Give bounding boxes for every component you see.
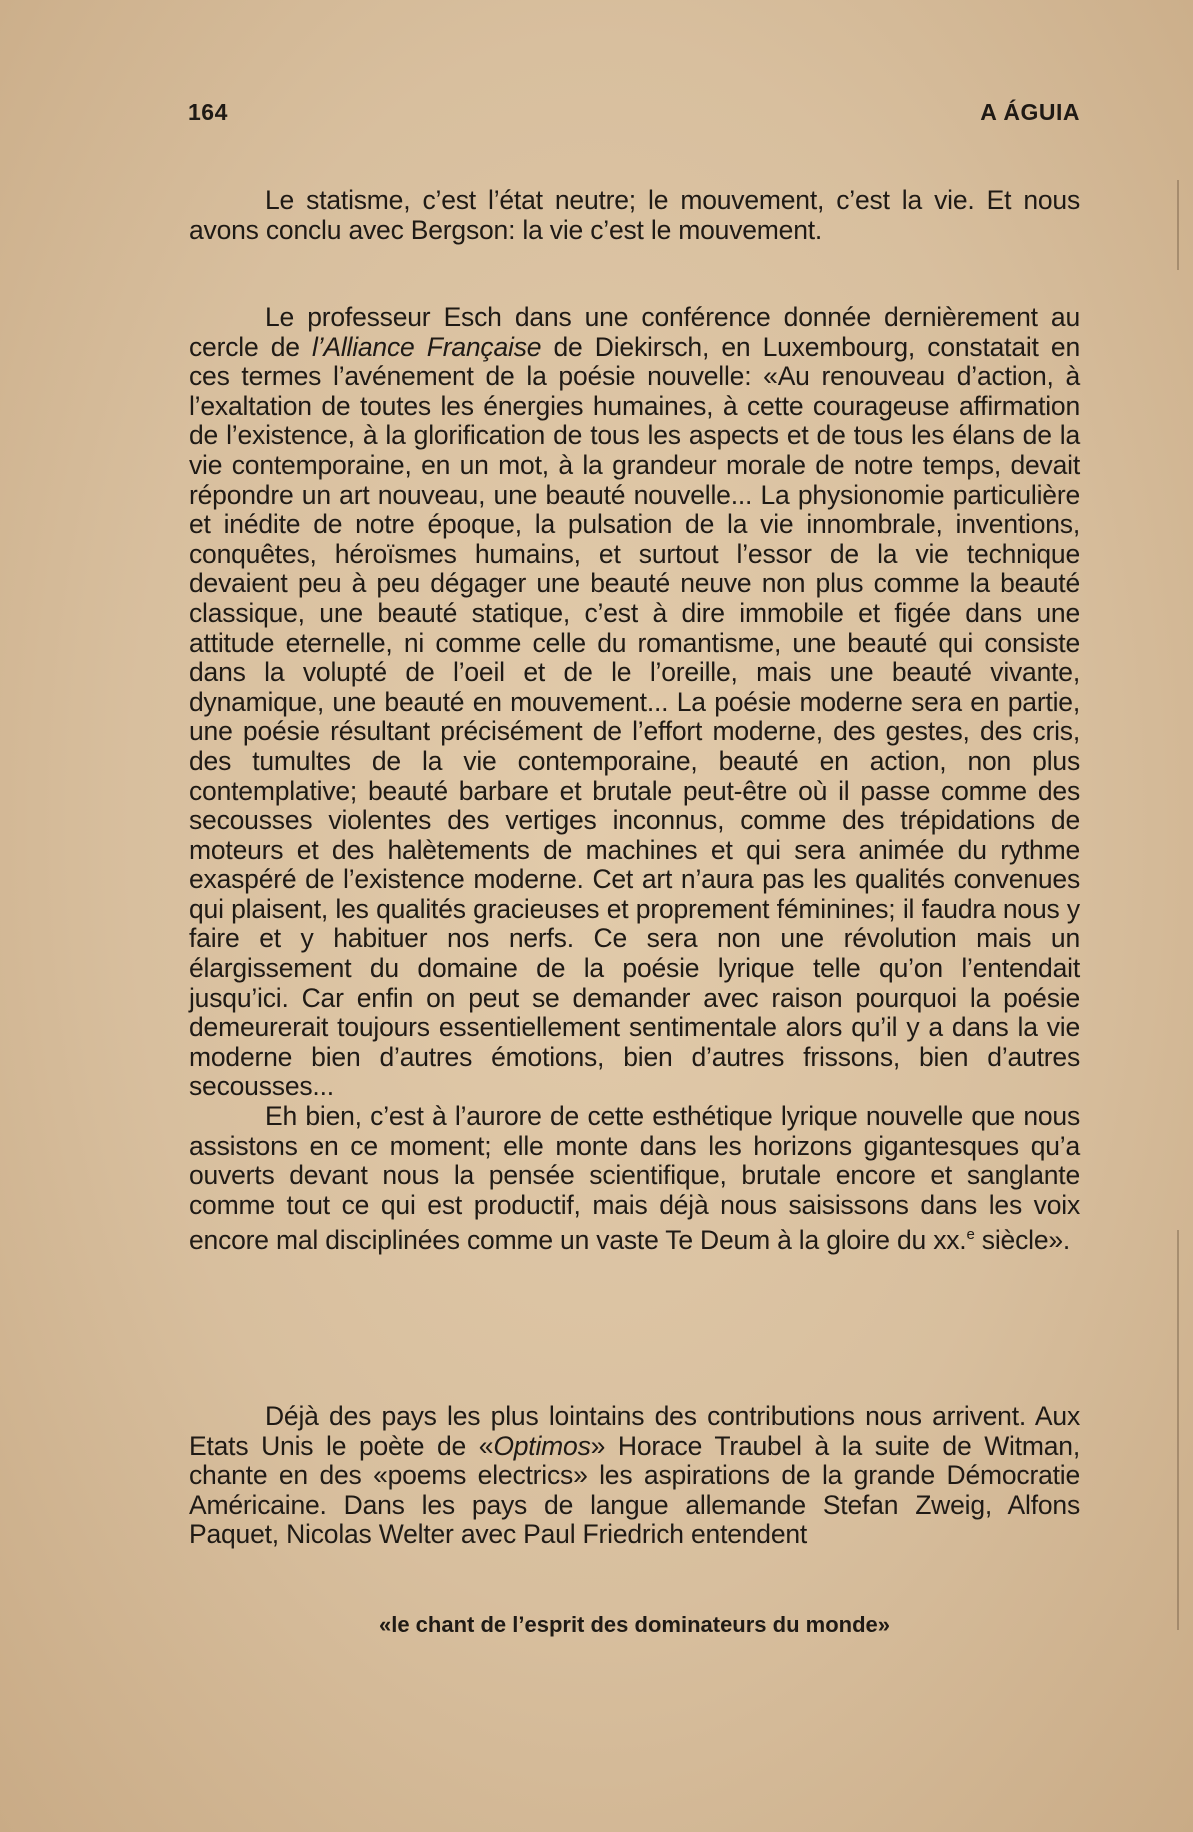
- alliance-francaise-title: l’Alliance Française: [311, 331, 542, 362]
- body-text-block-3: [189, 1402, 1080, 1550]
- page-edge-shadow: [1177, 1230, 1193, 1630]
- paragraph-esch-intro: Le professeur Esch dans une conférence donnée dernièrement au cercle de: [189, 302, 1080, 362]
- optimos-title: Optimos: [493, 1430, 591, 1461]
- paragraph-contributions-end: » Horace Traubel à la suite de Witman, chante en des «poems electrics» les aspirations de la grande Démocratie Américaine. Dans les pays de langue allemande Stefan Zweig, Alfons Paquet, Nicolas Welter avec Paul Friedrich entendent: [189, 1430, 1080, 1550]
- superscript-e: e: [966, 1226, 975, 1244]
- running-title: A ÁGUIA: [980, 99, 1080, 125]
- body-text-block-2: [189, 303, 1080, 1256]
- paragraph-eh-bien: [189, 1102, 1080, 1256]
- closing-line: «le chant de l’esprit des dominateurs du monde»: [378, 1612, 890, 1637]
- page-number: 164: [188, 99, 228, 125]
- paragraph-statisme: Le statisme, c’est l’état neutre; le mouvement, c’est la vie. Et nous avons conclu avec Bergson: la vie c’est le mouvement.: [189, 185, 1080, 245]
- paragraph-esch-body: de Diekirsch, en Luxembourg, constatait en ces termes l’avénement de la poésie nouvelle: «Au renouveau d’action, à l’exaltation de toutes les énergies humaines, à cette courageuse affirmation de l’existence, à la glorification de tous les aspects et de tous les élans de la vie contemporaine, en un mot, à la grandeur morale de notre temps, devait répondre un art nouveau, une beauté nouvelle... La physionomie particulière et inédite de notre époque, la pulsation de la vie innombrale, inventions, conquêtes, héroïsmes humains, et surtout l’essor de la vie technique devaient peu à peu dégager une beauté neuve non plus comme la beauté classique, une beauté statique, c’est à dire immobile et figée dans une attitude eternelle, ni comme celle du romantisme, une beauté qui consiste dans la volupté de l’oeil et de le l’oreille, mais une beauté vivante, dynamique, une beauté en mouvement... La poésie moderne sera en partie, une poésie résultant précisément de l’effort moderne, des gestes, des cris, des tumultes de la vie contemporaine, beauté en action, non plus contemplative; beauté barbare et brutale peut-être où il passe comme des secousses violentes des vertiges inconnus, comme des trépidations de moteurs et des halètements de machines et qui sera animée du rythme exaspéré de l’existence moderne. Cet art n’aura pas les qualités convenues qui plaisent, les qualités gracieuses et proprement féminines; il faudra nous y faire et y habituer nos nerfs. Ce sera non une révolution mais un élargissement du domaine de la poésie lyrique telle qu’on l’entendait jusqu’ici. Car enfin on peut se demander avec raison pourquoi la poésie demeurerait toujours essentiellement sentimentale alors qu’il y a dans la vie moderne bien d’autres émotions, bien d’autres frissons, bien d’autres secousses...: [189, 331, 1080, 1102]
- paragraph-contributions: [189, 1402, 1080, 1550]
- paragraph-contributions-start: Déjà des pays les plus lointains des contributions nous arrivent. Aux Etats Unis le poète de «: [189, 1401, 1080, 1461]
- paragraph-eh-bien-text: Eh bien, c’est à l’aurore de cette esthétique lyrique nouvelle que nous assistons en ce moment; elle monte dans les horizons gigantesques qu’a ouverts devant nous la pensée scientifique, brutale encore et sanglante comme tout ce qui est productif, mais déjà nous saisissons dans les voix encore mal disciplinées comme un vaste Te Deum à la gloire du xx.: [189, 1101, 1080, 1256]
- paragraph-esch-quote: [189, 303, 1080, 1102]
- body-text-block-1: [189, 186, 1080, 245]
- page-edge-shadow: [1177, 180, 1193, 270]
- paragraph-eh-bien-end: siècle».: [974, 1225, 1071, 1256]
